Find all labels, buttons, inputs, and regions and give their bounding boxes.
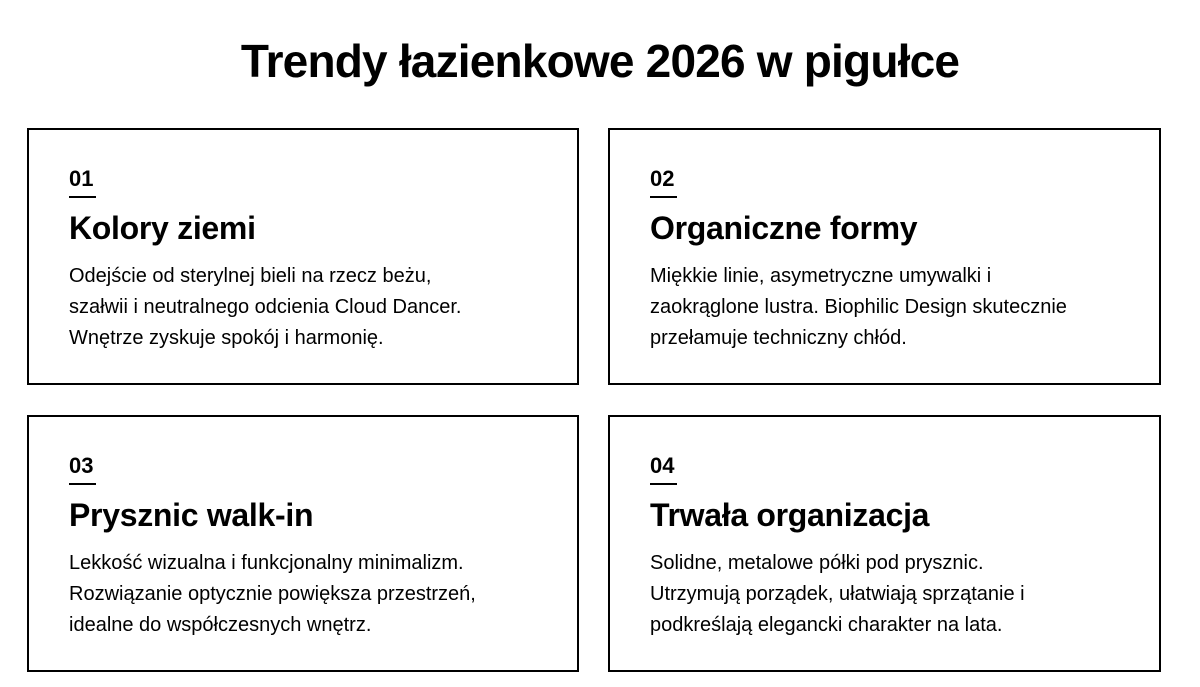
card-description-line: Solidne, metalowe półki pod prysznic. [650, 552, 984, 574]
card-description [69, 261, 549, 354]
card-description [69, 548, 549, 641]
card-description-line: Lekkość wizualna i funkcjonalny minimalizm. [69, 552, 464, 574]
card-description [650, 548, 1130, 641]
card-description-line: Odejście od sterylnej bieli na rzecz beżu, [69, 265, 432, 287]
trend-card-walk-in-shower [27, 415, 579, 672]
card-title: Organiczne formy [650, 210, 918, 246]
card-description-line: Rozwiązanie optycznie powiększa przestrzeń, [69, 583, 476, 605]
card-number: 04 [650, 453, 675, 478]
card-description-line: Utrzymują porządek, ułatwiają sprzątanie i [650, 583, 1025, 605]
card-description-line: zaokrąglone lustra. Biophilic Design skutecznie [650, 296, 1067, 318]
card-number-underline [69, 483, 96, 485]
trend-card-earth-colors [27, 128, 579, 385]
card-description-line: Wnętrze zyskuje spokój i harmonię. [69, 327, 384, 349]
card-description-line: Miękkie linie, asymetryczne umywalki i [650, 265, 992, 287]
card-number: 01 [69, 166, 94, 191]
card-title: Prysznic walk-in [69, 497, 314, 533]
trend-card-durable-organization [608, 415, 1161, 672]
card-number-underline [650, 196, 677, 198]
card-description [650, 261, 1130, 354]
card-description-line: podkreślają elegancki charakter na lata. [650, 614, 1003, 636]
trend-card-organic-forms [608, 128, 1161, 385]
card-number: 02 [650, 166, 675, 191]
card-number: 03 [69, 453, 94, 478]
card-number-underline [650, 483, 677, 485]
card-description-line: idealne do współczesnych wnętrz. [69, 614, 372, 636]
card-number-underline [69, 196, 96, 198]
card-description-line: szałwii i neutralnego odcienia Cloud Dancer. [69, 296, 462, 318]
card-title: Trwała organizacja [650, 497, 930, 533]
card-description-line: przełamuje techniczny chłód. [650, 327, 907, 349]
card-title: Kolory ziemi [69, 210, 256, 246]
page-title: Trendy łazienkowe 2026 w pigułce [240, 35, 960, 87]
